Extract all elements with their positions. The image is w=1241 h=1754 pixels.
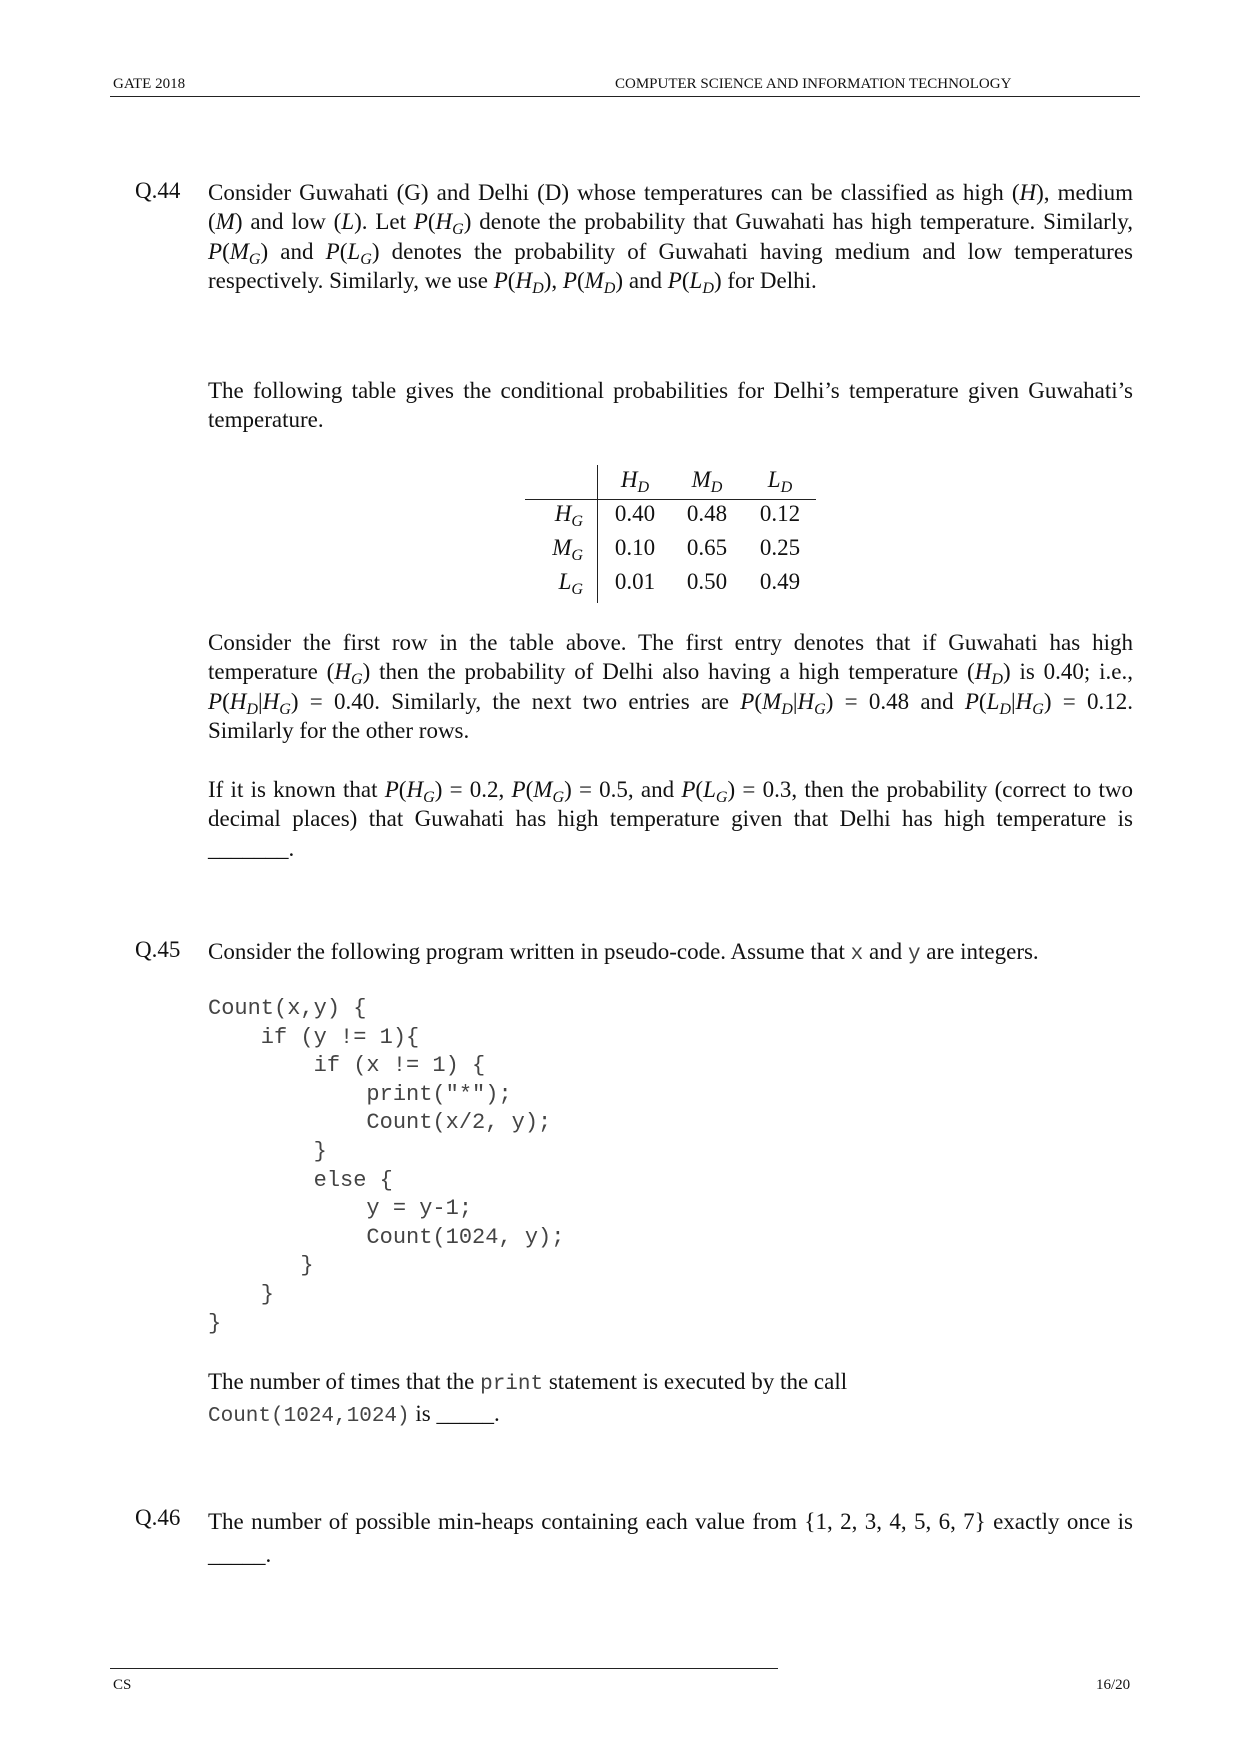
q45-question: The number of times that the print statement is executed by the call Count(1024,1024) is _____. (208, 1369, 848, 1429)
table-cell: 0.25 (759, 535, 801, 560)
footer-paper-code: CS (113, 1677, 132, 1693)
table-cell: 0.49 (759, 569, 801, 594)
q44-number: Q.44 (135, 178, 181, 203)
q44-paragraph-3: Consider the first row in the table above. The first entry denotes that if Guwahati has high temperature $(H_G)$ then the probability of Delhi also having a high temperature $(H_D)$ is 0.40; i.e., $P(H_D|H_G) = 0.40$. Similarly, the next two entries are $P(M_D|H_G) = 0.48$ and $P(L_D|H_G) = 0.12$. Similarly for the other rows. (208, 630, 1134, 743)
table-cell: 0.10 (614, 535, 656, 560)
pseudo-code-block: Count(x,y) { if (y != 1){ if (x != 1) { print("*"); Count(x/2, y); } else { y = y-1; Count(1024, y); } } } (208, 996, 565, 1336)
table-vertical-rule (597, 465, 598, 603)
table-row-header: $H_G$ (554, 501, 583, 530)
q45-number: Q.45 (135, 937, 181, 962)
table-row-header: $M_G$ (552, 535, 583, 564)
table-col-header: $L_D$ (767, 467, 793, 496)
table-cell: 0.01 (614, 569, 656, 594)
table-horizontal-rule (525, 499, 816, 500)
table-cell: 0.40 (614, 501, 656, 526)
q44-paragraph-1: Consider Guwahati (G) and Delhi (D) whose temperatures can be classified as high (H), medium (M) and low (L). Let $P(H_G)$ denote the probability that Guwahati has high temperature. Similarly, $P(M_G)$ and $P(L_G)$ denotes the probability of Guwahati having medium and low temperatures respectively. Similarly, we use $P(H_D)$, $P(M_D)$ and $P(L_D)$ for Delhi. (208, 180, 1134, 297)
q44-paragraph-2: The following table gives the conditional probabilities for Delhi’s temperature given Guwahati’s temperature. (208, 378, 1133, 433)
table-cell: 0.65 (686, 535, 728, 560)
footer-rule (110, 1668, 778, 1669)
q46-number: Q.46 (135, 1505, 181, 1530)
header-subject: COMPUTER SCIENCE AND INFORMATION TECHNOLOGY (615, 76, 1012, 92)
header-exam-name: GATE 2018 (113, 76, 186, 92)
header-rule (110, 96, 1140, 97)
table-row-header: $L_G$ (558, 569, 583, 598)
var-y: y (907, 943, 921, 966)
print-keyword: print (480, 1373, 544, 1396)
var-x: x (850, 943, 864, 966)
q45-intro: Consider the following program written in pseudo-code. Assume that x and y are integers. (208, 939, 1039, 966)
table-col-header: $M_D$ (691, 467, 723, 496)
table-cell: 0.12 (759, 501, 801, 526)
q46-question: The number of possible min-heaps containing each value from {1, 2, 3, 4, 5, 6, 7} exactly once is _____. (208, 1509, 1133, 1567)
table-col-header: $H_D$ (620, 467, 650, 496)
table-cell: 0.50 (686, 569, 728, 594)
table-cell: 0.48 (686, 501, 728, 526)
q44-question: If it is known that $P(H_G) = 0.2$, $P(M_G) = 0.5$, and $P(L_G) = 0.3$, then the probability (correct to two decimal places) that Guwahati has high temperature given that Delhi has high temperature is _______. (208, 777, 1134, 861)
footer-page-number: 16/20 (1096, 1677, 1131, 1693)
count-call: Count(1024,1024) (208, 1405, 410, 1429)
